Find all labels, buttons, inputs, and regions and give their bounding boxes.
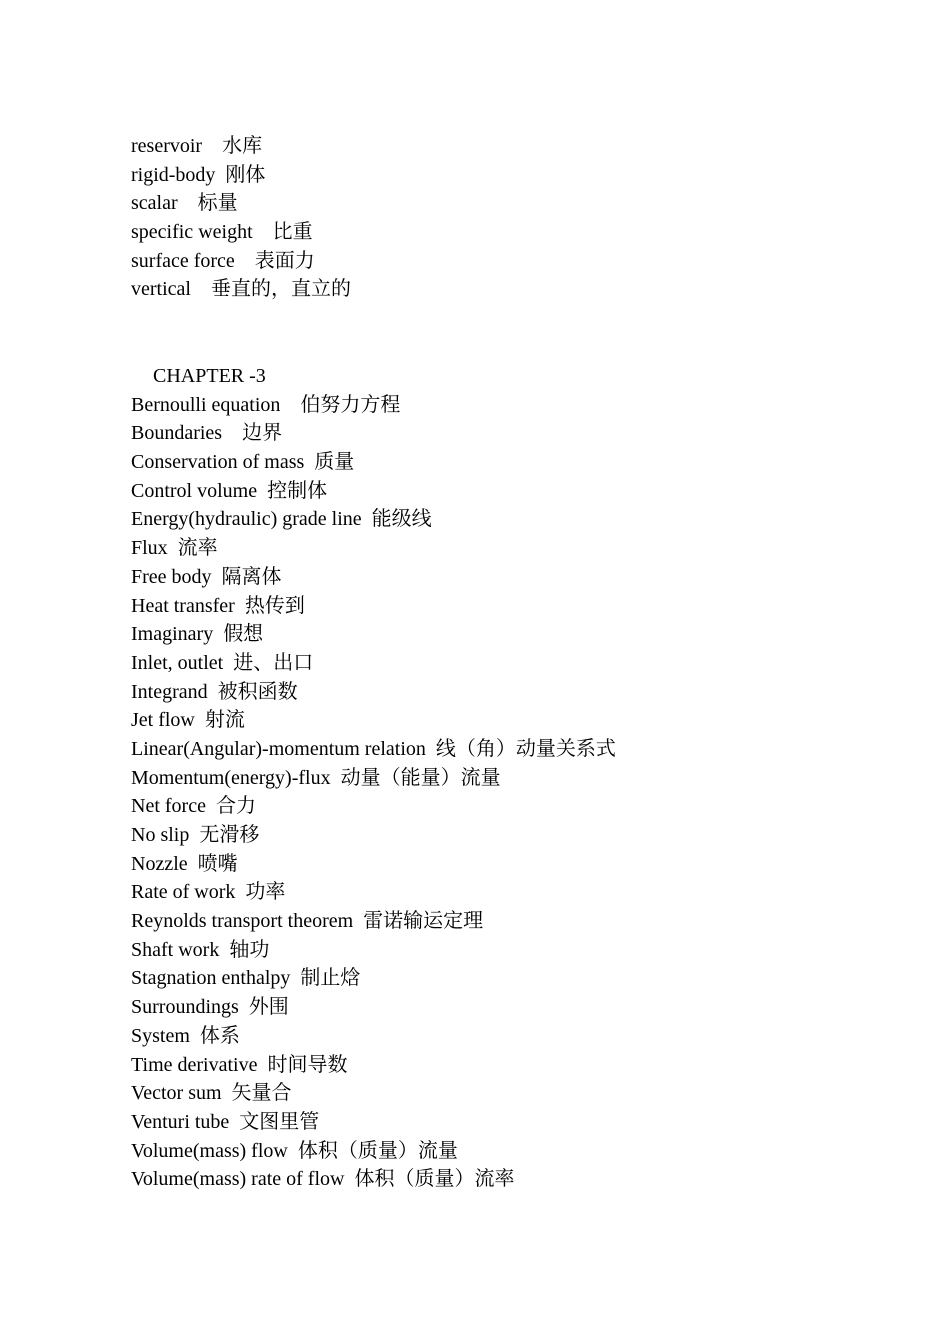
glossary-entry: Nozzle 喷嘴 [131,852,238,875]
glossary-entry: Flux 流率 [131,537,218,560]
glossary-entry: Boundaries 边界 [131,422,283,445]
glossary-entry: Linear(Angular)-momentum relation 线（角）动量关系式 [131,737,616,760]
glossary-entry: Bernoulli equation 伯努力方程 [131,393,401,416]
glossary-entry: Venturi tube 文图里管 [131,1110,320,1133]
glossary-entry: Time derivative 时间导数 [131,1053,348,1076]
glossary-entry: Control volume 控制体 [131,479,328,502]
glossary-entry: rigid-body 刚体 [131,163,266,186]
glossary-entry: Shaft work 轴功 [131,938,270,961]
glossary-entry: Jet flow 射流 [131,709,245,732]
glossary-entry: Imaginary 假想 [131,623,264,646]
glossary-entry: No slip 无滑移 [131,824,260,846]
glossary-entry: Reynolds transport theorem 雷诺输运定理 [131,910,484,933]
glossary-entry: Energy(hydraulic) grade line 能级线 [131,508,432,531]
glossary-entry: scalar 标量 [131,192,238,215]
glossary-entry: Heat transfer 热传到 [131,594,305,617]
chapter-heading: CHAPTER -3 [153,365,266,387]
glossary-entry: Surroundings 外围 [131,996,289,1019]
glossary-entry: vertical 垂直的，直立的 [131,278,351,301]
glossary-entry: specific weight 比重 [131,221,313,244]
glossary-entry: Free body 隔离体 [131,565,282,588]
glossary-entry: Vector sum 矢量合 [131,1082,292,1105]
glossary-entry: Integrand 被积函数 [131,680,298,703]
glossary-entry: Volume(mass) rate of flow 体积（质量）流率 [131,1168,515,1191]
glossary-entry: Inlet, outlet 进、出口 [131,651,314,674]
glossary-entry: reservoir 水库 [131,135,263,157]
glossary-entry: System 体系 [131,1024,240,1047]
glossary-entry: surface force 表面力 [131,249,315,272]
glossary-entry: Net force 合力 [131,795,256,818]
glossary-entry: Conservation of mass 质量 [131,451,355,474]
glossary-section-top [131,132,351,304]
glossary-section-chapter-3 [131,362,616,1194]
glossary-entry: Stagnation enthalpy 制止焓 [131,967,361,990]
glossary-entry: Rate of work 功率 [131,881,286,904]
glossary-entry: Volume(mass) flow 体积（质量）流量 [131,1139,458,1162]
glossary-entry: Momentum(energy)-flux 动量（能量）流量 [131,766,501,789]
